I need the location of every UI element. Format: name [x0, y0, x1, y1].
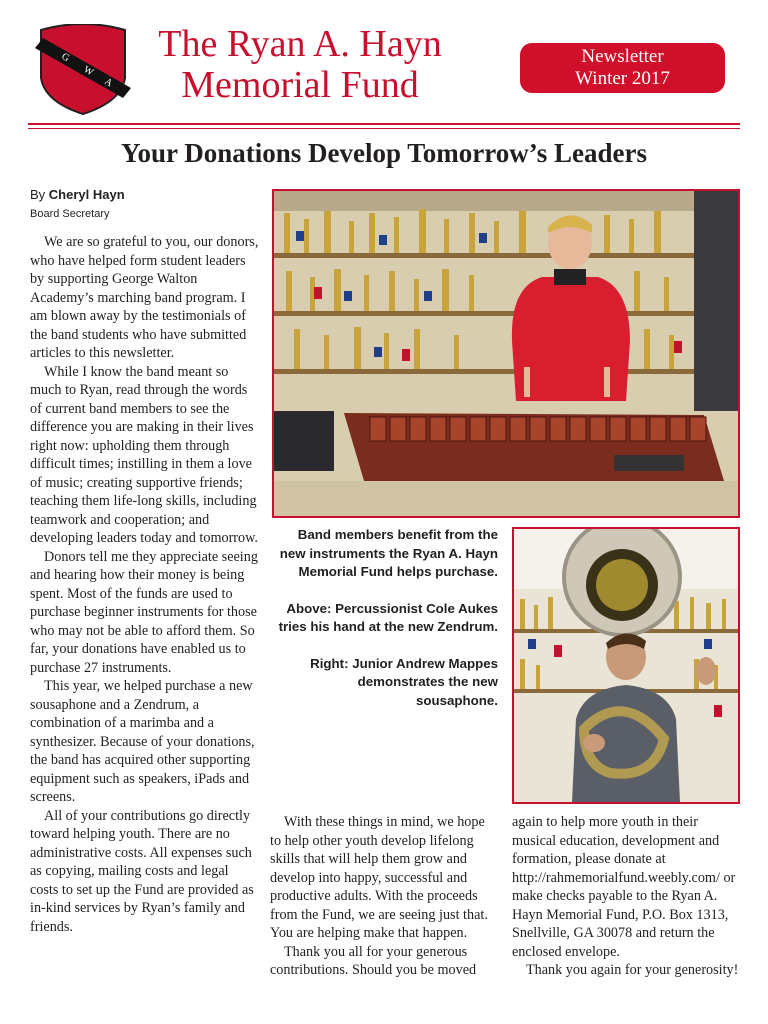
logo-letter-g: G — [59, 51, 72, 65]
paragraph: All of your contributions go directly toward helping youth. There are no administrative costs. All expenses such as copying, mailing costs and legal costs to set up the Fund are provided as in-kind services by Ryan’s family and friends. — [30, 807, 254, 935]
photo-sousaphone-image — [514, 529, 738, 802]
article-headline: Your Donations Develop Tomorrow’s Leaders — [120, 138, 648, 168]
title-line-2: Memorial Fund — [181, 64, 419, 106]
article-column-3 — [512, 813, 742, 980]
badge-line-1: Newsletter — [581, 46, 664, 67]
author-name: Cheryl Hayn — [48, 187, 125, 202]
paragraph: We are so grateful to you, our donors, who have helped form student leaders by supporting George Walton Academy’s marching band program. I am blown away by the testimonials of the band students who have submitted articles to this newsletter. — [30, 234, 259, 361]
caption-paragraph-1: Band members benefit from the new instruments the Ryan A. Hayn Memorial Fund helps purchase. — [279, 527, 498, 579]
author-role: Board Secretary — [30, 208, 110, 220]
header-rule-thin — [28, 128, 740, 129]
photo-caption — [276, 526, 498, 728]
newsletter-badge — [520, 43, 725, 93]
gwa-shield-logo — [33, 24, 133, 116]
organization-title — [140, 24, 460, 106]
byline — [30, 187, 125, 202]
caption-paragraph-2: Above: Percussionist Cole Aukes tries his hand at the new Zendrum. — [278, 600, 498, 634]
article-column-1 — [30, 233, 260, 936]
paragraph: again to help more youth in their musical education, development and formation, please donate at http://rahmemorialfund.weebly.com/ or make checks payable to the Ryan A. Hayn Memorial Fund, P.O. Box 1313, Snellville, GA 30078 and return the enclosed envelope. — [512, 814, 736, 960]
logo-letter-w: W — [81, 64, 96, 79]
photo-sousaphone — [512, 527, 740, 804]
header-rule-thick — [28, 123, 740, 125]
article-column-2 — [270, 813, 498, 980]
photo-zendrum — [272, 189, 740, 518]
title-line-1: The Ryan A. Hayn — [158, 23, 442, 65]
byline-prefix: By — [30, 187, 49, 202]
caption-paragraph-3: Right: Junior Andrew Mappes demonstrates the new sousaphone. — [310, 655, 498, 708]
badge-line-2: Winter 2017 — [575, 68, 670, 89]
paragraph: This year, we helped purchase a new sousaphone and a Zendrum, a combination of a marimba and a synthesizer. Because of your donations, the band has acquired other supporting equipment such as speakers, iPads and screens. — [30, 678, 255, 805]
photo-zendrum-image — [274, 191, 738, 516]
paragraph: Donors tell me they appreciate seeing and hearing how their money is being spent. Most of the funds are used to purchase beginner instruments for those who may not be able to afford them. So far, your donations have enabled us to purchase 27 instruments. — [30, 548, 258, 676]
paragraph: Thank you all for your generous contributions. Should you be moved — [270, 943, 477, 978]
paragraph: While I know the band meant so much to Ryan, read through the words of current band members to see the difference you are making in their lives right now: upholding them through difficult times; instilling in them a love of music; creating supportive friends; teaching them life-long skills, including teamwork and cooperation; and developing leaders today and tomorrow. — [30, 363, 258, 546]
paragraph: With these things in mind, we hope to help other youth develop lifelong skills that will help them grow and develop into happy, successful and productive adults. With the proceeds from the Fund, we are seeing just that. You are helping make that happen. — [270, 814, 488, 941]
logo-letter-a: A — [102, 76, 115, 90]
paragraph: Thank you again for your generosity! — [526, 962, 739, 978]
